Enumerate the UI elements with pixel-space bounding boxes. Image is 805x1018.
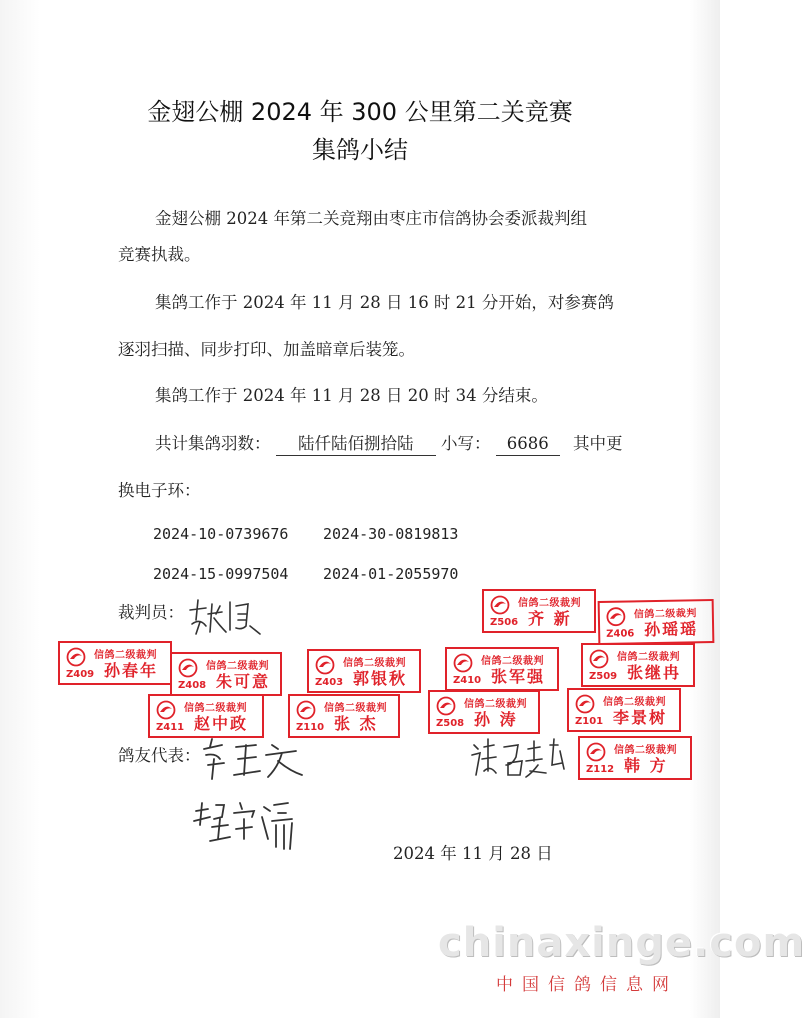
stamp-name: 张 杰	[334, 714, 378, 733]
referee-stamp	[148, 694, 264, 738]
ring-number: 2024-01-2055970	[323, 565, 459, 583]
stamp-grade: 信鸽二级裁判	[324, 703, 387, 714]
fancier-signature-1	[198, 735, 308, 785]
stamp-name: 张军强	[491, 667, 546, 686]
stamp-grade: 信鸽二级裁判	[518, 598, 581, 609]
stamp-logo-icon	[156, 700, 176, 720]
paragraph-1-line1: 金翅公棚 2024 年第二关竞翔由枣庄市信鸽协会委派裁判组	[155, 209, 587, 228]
count-suffix-line2: 换电子环：	[118, 481, 201, 500]
stamp-zone: Z509	[589, 671, 618, 682]
referee-stamp	[598, 599, 715, 645]
stamp-name: 孙春年	[104, 661, 159, 680]
stamp-zone: Z406	[606, 628, 635, 640]
stamp-zone: Z403	[315, 677, 344, 688]
stamp-name: 孙 涛	[474, 710, 518, 729]
stamp-zone: Z411	[156, 722, 185, 733]
referee-stamp	[578, 736, 692, 780]
referee-stamp	[581, 643, 695, 687]
ring-number: 2024-15-0997504	[153, 565, 289, 583]
stamp-logo-icon	[66, 647, 86, 667]
referee-stamp	[307, 649, 421, 693]
referee-stamp	[170, 652, 282, 696]
document-date: 2024 年 11 月 28 日	[393, 844, 553, 863]
paragraph-1-line2: 竞赛执裁。	[118, 245, 201, 264]
count-number: 6686	[496, 433, 560, 456]
stamp-zone: Z508	[436, 718, 465, 729]
stamp-logo-icon	[586, 742, 606, 762]
stamp-grade: 信鸽二级裁判	[614, 745, 677, 756]
stamp-logo-icon	[589, 649, 609, 669]
stamp-name: 韩 方	[624, 756, 668, 775]
referee-stamp	[428, 690, 540, 734]
stamp-name: 朱可意	[216, 672, 271, 691]
stamp-grade: 信鸽二级裁判	[464, 699, 527, 710]
fancier-representative-label: 鸽友代表：	[118, 746, 201, 765]
watermark-domain: chinaxinge.com	[438, 920, 805, 966]
stamp-zone: Z408	[178, 680, 207, 691]
referee-label: 裁判员：	[118, 603, 184, 622]
stamp-grade: 信鸽二级裁判	[603, 697, 666, 708]
stamp-grade: 信鸽二级裁判	[633, 608, 697, 621]
stamp-name: 郭银秋	[353, 669, 408, 688]
stamp-zone: Z409	[66, 669, 95, 680]
referee-stamp	[288, 694, 400, 738]
stamp-zone: Z101	[575, 716, 604, 727]
referee-stamp	[482, 589, 596, 633]
paragraph-2-line2: 逐羽扫描、同步打印、加盖暗章后装笼。	[118, 340, 415, 359]
document-title-line1: 金翅公棚 2024 年 300 公里第二关竞赛	[147, 98, 573, 126]
stamp-logo-icon	[178, 658, 198, 678]
stamp-name: 齐 新	[528, 609, 572, 628]
stamp-logo-icon	[575, 694, 595, 714]
watermark-site-name: 中国信鸽信息网	[496, 975, 678, 995]
ring-number: 2024-10-0739676	[153, 525, 289, 543]
referee-stamp	[567, 688, 681, 732]
stamp-grade: 信鸽二级裁判	[184, 703, 247, 714]
fancier-signature-3	[468, 735, 568, 785]
stamp-logo-icon	[453, 653, 473, 673]
referee-signature	[186, 596, 266, 640]
stamp-grade: 信鸽二级裁判	[343, 658, 406, 669]
ring-number: 2024-30-0819813	[323, 525, 459, 543]
count-small-label: 小写：	[441, 434, 491, 453]
pigeon-count-line	[155, 433, 623, 456]
stamp-zone: Z506	[490, 617, 519, 628]
document-title-line2: 集鸽小结	[312, 136, 408, 164]
referee-stamp	[445, 647, 559, 691]
stamp-logo-icon	[436, 696, 456, 716]
count-suffix: 其中更	[573, 434, 623, 453]
stamp-grade: 信鸽二级裁判	[206, 661, 269, 672]
paragraph-3: 集鸽工作于 2024 年 11 月 28 日 20 时 34 分结束。	[155, 386, 548, 405]
count-label: 共计集鸽羽数：	[155, 434, 271, 453]
stamp-grade: 信鸽二级裁判	[94, 650, 157, 661]
stamp-zone: Z410	[453, 675, 482, 686]
referee-stamp	[58, 641, 172, 685]
stamp-grade: 信鸽二级裁判	[481, 656, 544, 667]
stamp-name: 李景树	[613, 708, 668, 727]
stamp-logo-icon	[606, 607, 626, 627]
stamp-zone: Z112	[586, 764, 615, 775]
stamp-name: 孙瑶瑶	[643, 619, 699, 640]
stamp-zone: Z110	[296, 722, 325, 733]
stamp-grade: 信鸽二级裁判	[617, 652, 680, 663]
stamp-name: 赵中政	[194, 714, 249, 733]
fancier-signature-2	[188, 795, 298, 855]
count-uppercase: 陆仟陆佰捌拾陆	[276, 433, 436, 456]
paragraph-2-line1: 集鸽工作于 2024 年 11 月 28 日 16 时 21 分开始，对参赛鸽	[155, 293, 614, 312]
stamp-logo-icon	[490, 595, 510, 615]
stamp-logo-icon	[315, 655, 335, 675]
stamp-logo-icon	[296, 700, 316, 720]
stamp-name: 张继冉	[627, 663, 682, 682]
